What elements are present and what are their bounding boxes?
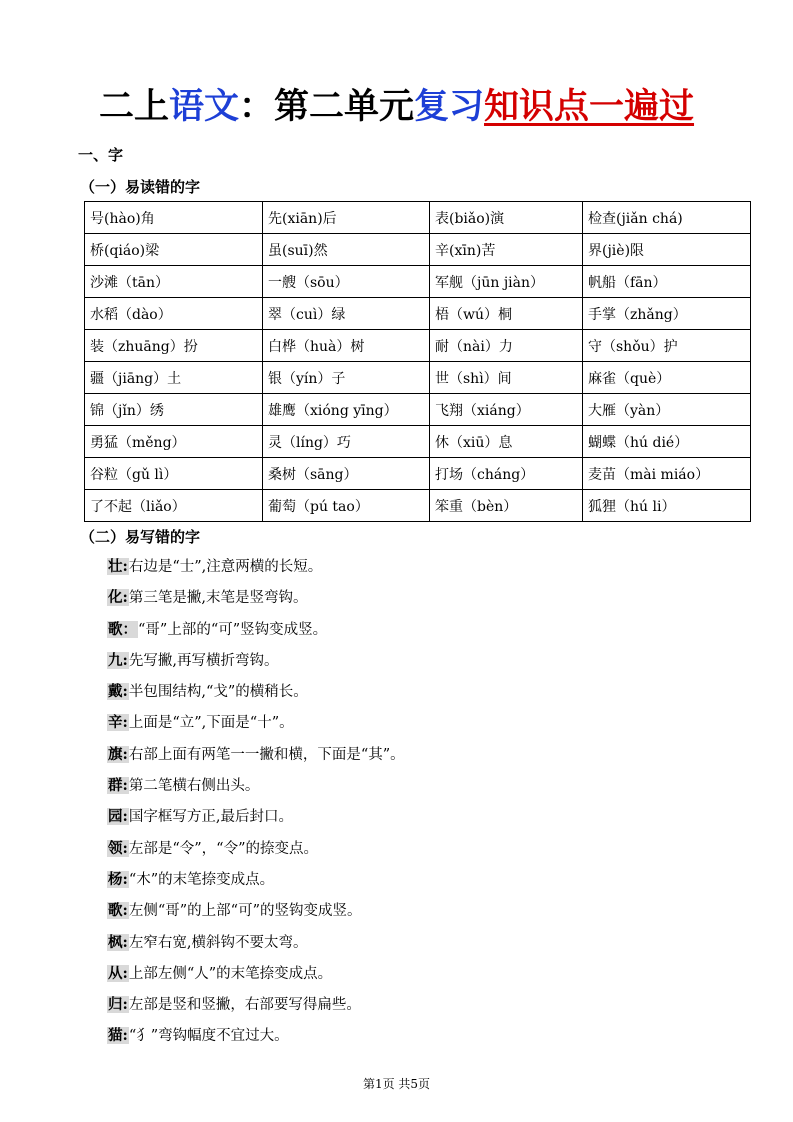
table-cell: 表(biǎo)演	[430, 202, 583, 234]
subsection-heading-miswritten: （二）易写错的字	[80, 528, 201, 546]
table-cell: 勇猛（měng）	[85, 426, 263, 458]
writing-note: “木”的末笔捺变成点。	[128, 871, 275, 888]
table-cell: 麦苗（mài miáo）	[583, 458, 751, 490]
character-label: 旗:	[108, 745, 128, 763]
table-cell: 号(hào)角	[85, 202, 263, 234]
table-cell: 蝴蝶（hú dié）	[583, 426, 751, 458]
table-cell: 狐狸（hú li）	[583, 490, 751, 522]
table-cell: 打场（cháng）	[430, 458, 583, 490]
title-part-1: 二上	[98, 87, 169, 127]
list-item	[107, 618, 747, 649]
title-part-3: ：第二单元	[238, 87, 414, 127]
character-label: 群:	[108, 777, 128, 795]
character-label: 辛:	[108, 714, 128, 732]
mispronounced-characters-table	[84, 201, 751, 522]
list-item	[107, 805, 747, 836]
table-cell: 先(xiān)后	[263, 202, 430, 234]
list-item	[107, 711, 747, 742]
writing-note: 国字框写方正,最后封口。	[128, 809, 293, 826]
table-cell: 守（shǒu）护	[583, 330, 751, 362]
character-label: 化:	[108, 589, 128, 607]
character-label: 歌:	[108, 902, 128, 920]
miswritten-characters-list	[107, 555, 747, 1056]
table-row	[85, 490, 751, 522]
table-row	[85, 202, 751, 234]
table-cell: 辛(xīn)苦	[430, 234, 583, 266]
character-label: 园:	[108, 808, 128, 826]
subsection-heading-mispronounced: （一）易读错的字	[80, 178, 201, 196]
table-cell: 桑树（sāng）	[263, 458, 430, 490]
table-cell: 一艘（sōu）	[263, 266, 430, 298]
table-cell: 耐（nài）力	[430, 330, 583, 362]
character-label: 从:	[108, 964, 128, 982]
table-cell: 银（yín）子	[263, 362, 430, 394]
character-label: 戴:	[108, 683, 128, 701]
table-cell: 检查(jiǎn chá)	[583, 202, 751, 234]
table-cell: 军舰（jūn jiàn）	[430, 266, 583, 298]
list-item	[107, 680, 747, 711]
table-cell: 世（shì）间	[430, 362, 583, 394]
title-part-4: 复习	[414, 87, 485, 127]
table-cell: 大雁（yàn）	[583, 394, 751, 426]
table-row	[85, 330, 751, 362]
character-label: 壮:	[108, 558, 128, 575]
writing-note: 左侧“哥”的上部“可”的竖钩变成竖。	[128, 903, 362, 920]
table-row	[85, 458, 751, 490]
list-item	[107, 586, 747, 617]
writing-note: 先写撇,再写横折弯钩。	[128, 652, 279, 669]
table-cell: 帆船（fān）	[583, 266, 751, 298]
list-item	[107, 837, 747, 868]
table-row	[85, 234, 751, 266]
list-item	[107, 555, 747, 586]
writing-note: 第三笔是撇,末笔是竖弯钩。	[128, 590, 308, 607]
table-cell: 梧（wú）桐	[430, 298, 583, 330]
writing-note: 第二笔横右侧出头。	[128, 778, 260, 795]
character-label: 归:	[108, 996, 128, 1014]
table-cell: 锦（jǐn）绣	[85, 394, 263, 426]
writing-note: 上面是“立”,下面是“十”。	[128, 715, 294, 732]
writing-note: “哥”上部的“可”竖钩变成竖。	[138, 621, 328, 638]
writing-note: “犭”弯钩幅度不宜过大。	[128, 1028, 289, 1045]
table-cell: 雄鹰（xióng yīng）	[263, 394, 430, 426]
table-row	[85, 266, 751, 298]
table-row	[85, 394, 751, 426]
table-cell: 界(jiè)限	[583, 234, 751, 266]
character-label: 九:	[108, 651, 128, 669]
list-item	[107, 868, 747, 899]
character-label: 猫:	[108, 1027, 128, 1045]
character-label: 领:	[108, 839, 128, 857]
table-cell: 了不起（liǎo）	[85, 490, 263, 522]
section-heading-characters: 一、字	[78, 146, 124, 164]
list-item	[107, 962, 747, 993]
list-item	[107, 1024, 747, 1055]
writing-note: 上部左侧“人”的末笔捺变成点。	[128, 965, 333, 982]
writing-note: 左部是竖和竖撇，右部要写得扁些。	[128, 997, 361, 1014]
table-cell: 葡萄（pú tao）	[263, 490, 430, 522]
character-label: 枫:	[108, 933, 128, 951]
page-footer: 第1页 共5页	[362, 1077, 431, 1091]
table-cell: 灵（líng）巧	[263, 426, 430, 458]
table-cell: 翠（cuì）绿	[263, 298, 430, 330]
table-row	[85, 362, 751, 394]
title-part-2: 语文	[168, 87, 239, 127]
list-item	[107, 899, 747, 930]
table-cell: 疆（jiāng）土	[85, 362, 263, 394]
table-cell: 笨重（bèn）	[430, 490, 583, 522]
table-row	[85, 426, 751, 458]
list-item	[107, 931, 747, 962]
character-label: 歌：	[108, 620, 137, 638]
writing-note: 左窄右宽,横斜钩不要太弯。	[128, 934, 308, 951]
table-cell: 虽(suī)然	[263, 234, 430, 266]
table-cell: 飞翔（xiáng）	[430, 394, 583, 426]
table-cell: 桥(qiáo)梁	[85, 234, 263, 266]
table-cell: 休（xiū）息	[430, 426, 583, 458]
title-part-5: 知识点一遍过	[484, 87, 695, 127]
list-item	[107, 649, 747, 680]
list-item	[107, 743, 747, 774]
table-cell: 水稻（dào）	[85, 298, 263, 330]
writing-note: 右边是“士”,注意两横的长短。	[128, 559, 323, 575]
table-row	[85, 298, 751, 330]
table-cell: 沙滩（tān）	[85, 266, 263, 298]
list-item	[107, 993, 747, 1024]
writing-note: 左部是“令”，“令”的捺变点。	[128, 840, 319, 857]
table-cell: 手掌（zhǎng）	[583, 298, 751, 330]
table-cell: 谷粒（gǔ lì）	[85, 458, 263, 490]
page-title	[0, 84, 793, 130]
writing-note: 右部上面有两笔一一撇和横，下面是“其”。	[128, 746, 405, 763]
table-cell: 麻雀（què）	[583, 362, 751, 394]
writing-note: 半包围结构,“戈”的横稍长。	[128, 684, 308, 701]
list-item	[107, 774, 747, 805]
table-cell: 装（zhuāng）扮	[85, 330, 263, 362]
character-label: 杨:	[108, 870, 128, 888]
table-cell: 白桦（huà）树	[263, 330, 430, 362]
